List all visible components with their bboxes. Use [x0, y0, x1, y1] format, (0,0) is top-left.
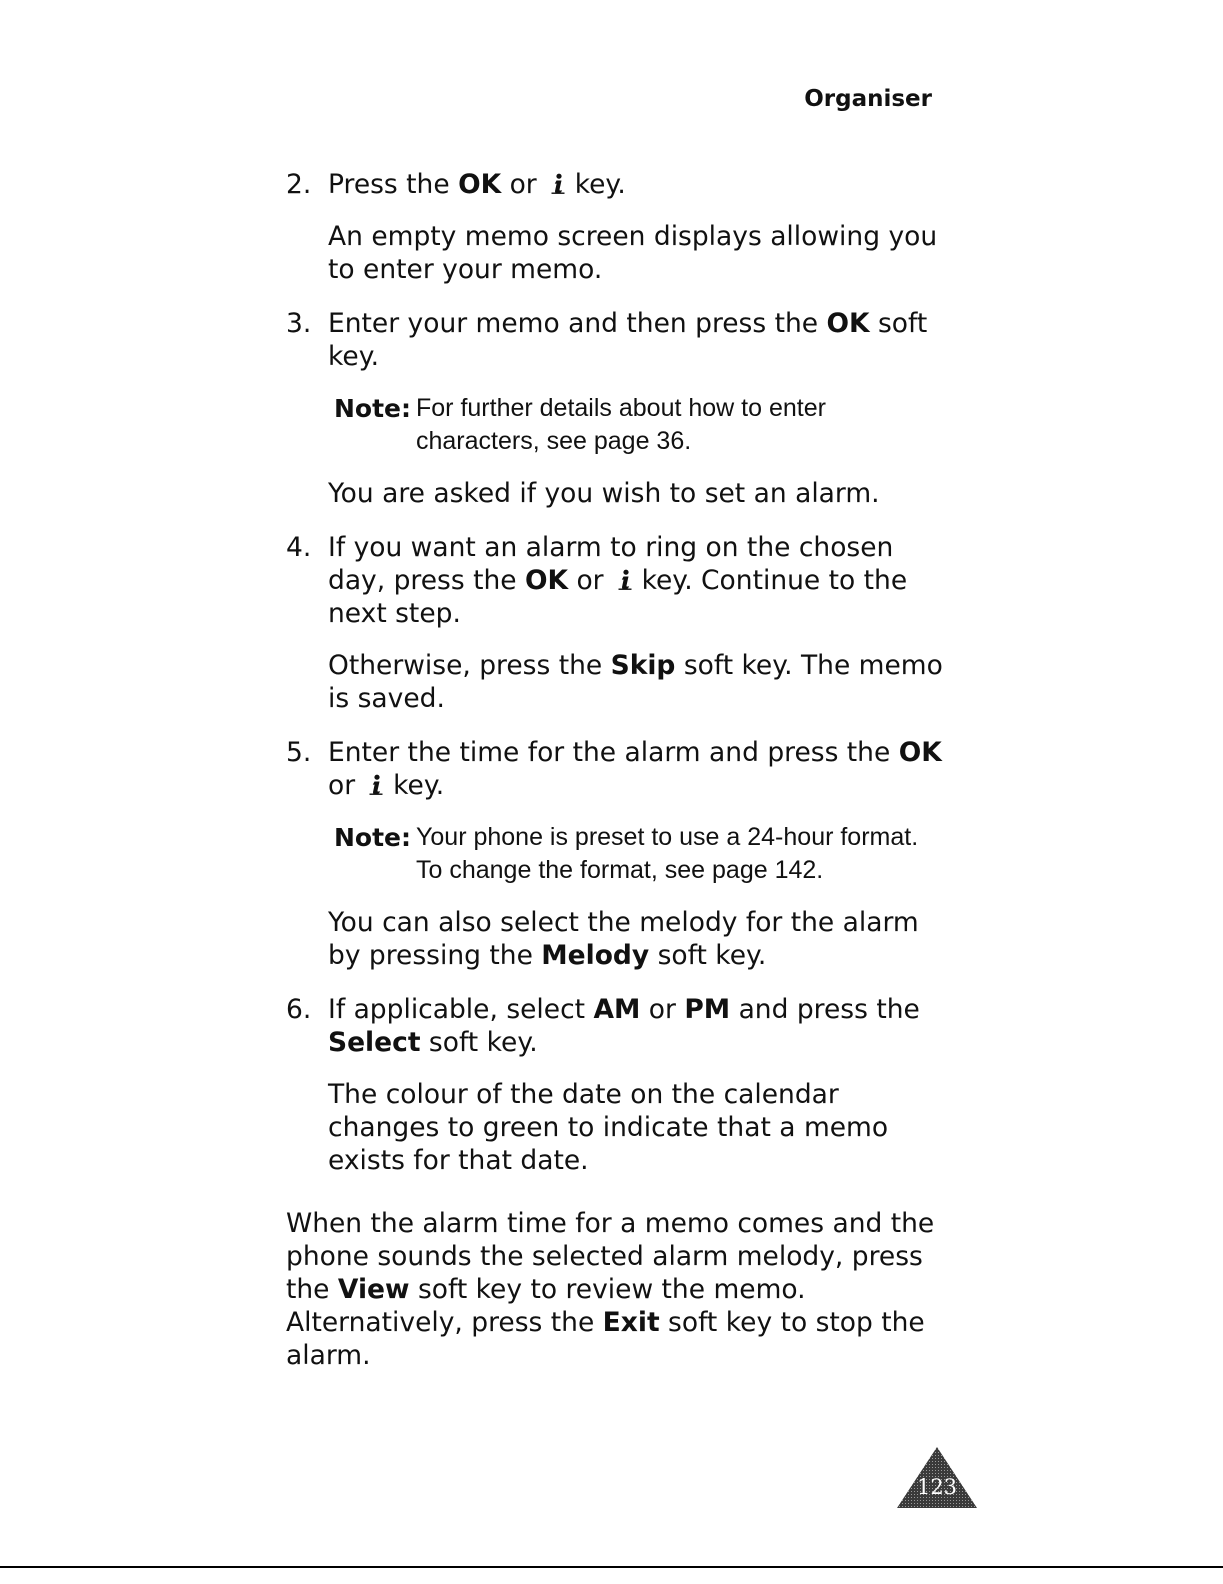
select-key-label: Select: [328, 1027, 421, 1058]
step-result: You are asked if you wish to set an alarm.: [328, 478, 880, 509]
info-key-icon: [549, 173, 567, 195]
ok-key-label: OK: [898, 737, 942, 768]
step-result: The colour of the date on the calendar changes to green to indicate that a memo exists for that date.: [328, 1079, 889, 1176]
step-number: 4.: [286, 532, 312, 563]
ok-key-label: OK: [524, 565, 569, 596]
step-number: 3.: [286, 308, 312, 339]
section-title: Organiser: [804, 86, 932, 112]
exit-key-label: Exit: [602, 1307, 660, 1338]
am-label: AM: [593, 994, 641, 1025]
step-number: 6.: [286, 994, 312, 1025]
instructions: [286, 168, 946, 1391]
note-text: For further details about how to enter characters, see page 36.: [416, 394, 826, 455]
note: [334, 821, 946, 887]
info-key-icon: [616, 569, 634, 591]
step-instruction: If you want an alarm to ring on the chosen day, press the OK or key. Continue to the next step.: [328, 532, 908, 629]
alarm-paragraph: When the alarm time for a memo comes and the phone sounds the selected alarm melody, press the View soft key to review the memo. Alternatively, press the Exit soft key to stop the alarm.: [286, 1208, 935, 1371]
info-key-icon: [367, 774, 385, 796]
note-label: Note:: [334, 394, 412, 423]
bottom-rule: [0, 1566, 1223, 1568]
step-alternative: Otherwise, press the Skip soft key. The memo is saved.: [328, 650, 943, 714]
step-instruction: Press the OK or key.: [328, 169, 626, 200]
skip-key-label: Skip: [610, 650, 676, 681]
step-4: [286, 531, 946, 715]
note: [334, 392, 946, 458]
step-instruction: Enter the time for the alarm and press the OK or key.: [328, 737, 942, 801]
step-5: [286, 736, 946, 972]
step-instruction: If applicable, select AM or PM and press the Select soft key.: [328, 994, 920, 1058]
page-number-badge: [896, 1446, 978, 1510]
step-instruction: Enter your memo and then press the OK soft key.: [328, 308, 928, 372]
step-number: 2.: [286, 169, 312, 200]
step-2: [286, 168, 946, 286]
ok-key-label: OK: [458, 169, 502, 200]
melody-key-label: Melody: [541, 940, 650, 971]
pm-label: PM: [684, 994, 731, 1025]
page-number: 123: [916, 1475, 958, 1499]
step-result: An empty memo screen displays allowing you to enter your memo.: [328, 221, 938, 285]
step-3: [286, 307, 946, 510]
note-text: Your phone is preset to use a 24-hour format. To change the format, see page 142.: [416, 823, 919, 884]
note-label: Note:: [334, 823, 412, 852]
view-key-label: View: [337, 1274, 410, 1305]
step-result: You can also select the melody for the alarm by pressing the Melody soft key.: [328, 907, 919, 971]
step-number: 5.: [286, 737, 312, 768]
step-6: [286, 993, 946, 1177]
ok-key-label: OK: [826, 308, 870, 339]
